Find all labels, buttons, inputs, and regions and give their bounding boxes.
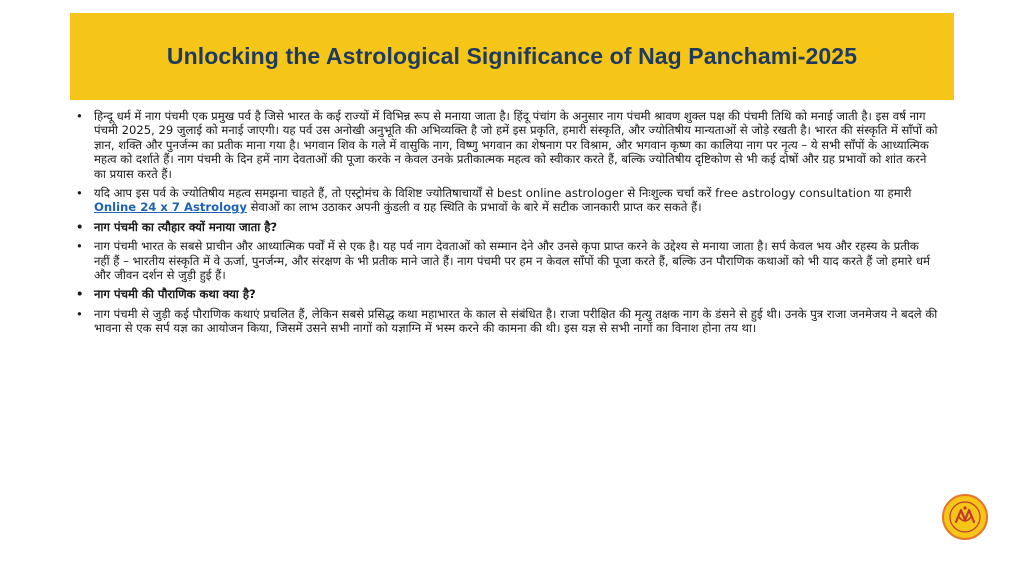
title-banner — [70, 13, 954, 100]
slide-content — [76, 109, 938, 341]
consult-text-after: सेवाओं का लाभ उठाकर अपनी कुंडली व ग्रह स्थिति के प्रभावों के बारे में सटीक जानकारी प्राप्त कर सकते हैं। — [246, 200, 702, 215]
bullet-story-heading: • नाग पंचमी की पौराणिक कथा क्या है? — [76, 287, 938, 301]
bullet-why-text: • नाग पंचमी भारत के सबसे प्राचीन और आध्यात्मिक पर्वों में से एक है। यह पर्व नाग देवताओं को सम्मान देने और उनसे कृपा प्राप्त करने के उद्देश्य से मनाया जाता है। सर्प केवल भय और रहस्य के प्रतीक नहीं हैं – भारतीय संस्कृति में वे ऊर्जा, पुनर्जन्म, और संरक्षण के भी प्रतीक माने जाते हैं। नाग पंचमी पर हम न केवल साँपों की पूजा करते हैं, बल्कि उन पौराणिक कथाओं को भी याद करते हैं जो हमारे धर्म और जीवन दर्शन से जुड़ी हुई हैं। — [76, 239, 938, 282]
bullet-why-heading: • नाग पंचमी का त्यौहार क्यों मनाया जाता है? — [76, 220, 938, 234]
logo-mark-icon — [948, 500, 982, 534]
online-astrology-link[interactable]: Online 24 x 7 Astrology — [94, 200, 247, 215]
bullet-intro: • हिन्दू धर्म में नाग पंचमी एक प्रमुख पर्व है जिसे भारत के कई राज्यों में विभिन्न रूप से मनाया जाता है। हिंदू पंचांग के अनुसार नाग पंचमी श्रावण शुक्ल पक्ष की पंचमी तिथि को मनाई जाती है। इस वर्ष नाग पंचमी 2025, 29 जुलाई को मनाई जाएगी। यह पर्व उस अनोखी अनुभूति की अभिव्यक्ति है जो हमें इस प्रकृति, हमारी संस्कृति, और ज्योतिषीय मान्यताओं से जोड़े रखती है। भारत की संस्कृति में साँपों को ज्ञान, शक्ति और पुनर्जन्म का प्रतीक माना गया है। भगवान शिव के गले में वासुकि नाग, विष्णु भगवान का शेषनाग पर विश्राम, और भगवान कृष्ण का कालिया नाग पर नृत्य – ये सभी साँपों के आध्यात्मिक महत्व को दर्शाते हैं। नाग पंचमी के दिन हमें नाग देवताओं की पूजा करके न केवल उनके प्रतीकात्मक महत्व को स्वीकार करते हैं, बल्कि ज्योतिषीय दृष्टिकोण से भी कई दोषों और ग्रह प्रभावों को शांत करने का प्रयास करते हैं। — [76, 109, 938, 181]
bullet-consultation — [76, 186, 938, 215]
slide-title: Unlocking the Astrological Significance of Nag Panchami-2025 — [166, 43, 858, 69]
consult-text-before: यदि आप इस पर्व के ज्योतिषीय महत्व समझना चाहते हैं, तो एस्ट्रोमंच के विशिष्ट ज्योतिषाचार्यों से best online astrologer से निःशुल्क चर्चा करें free astrology consultation या हमारी — [94, 186, 912, 201]
bullet-story-text: • नाग पंचमी से जुड़ी कई पौराणिक कथाएं प्रचलित हैं, लेकिन सबसे प्रसिद्ध कथा महाभारत के काल से संबंधित है। राजा परीक्षित की मृत्यु तक्षक नाग के डंसने से हुई थी। उनके पुत्र राजा जनमेजय ने बदले की भावना से एक सर्प यज्ञ का आयोजन किया, जिसमें उसने सभी नागों को यज्ञाग्नि में भस्म करने की कामना की थी। इस यज्ञ से सभी नागों का विनाश होना तय था। — [76, 307, 938, 336]
bullet-list — [76, 109, 938, 336]
astromanch-logo-icon — [942, 494, 988, 540]
